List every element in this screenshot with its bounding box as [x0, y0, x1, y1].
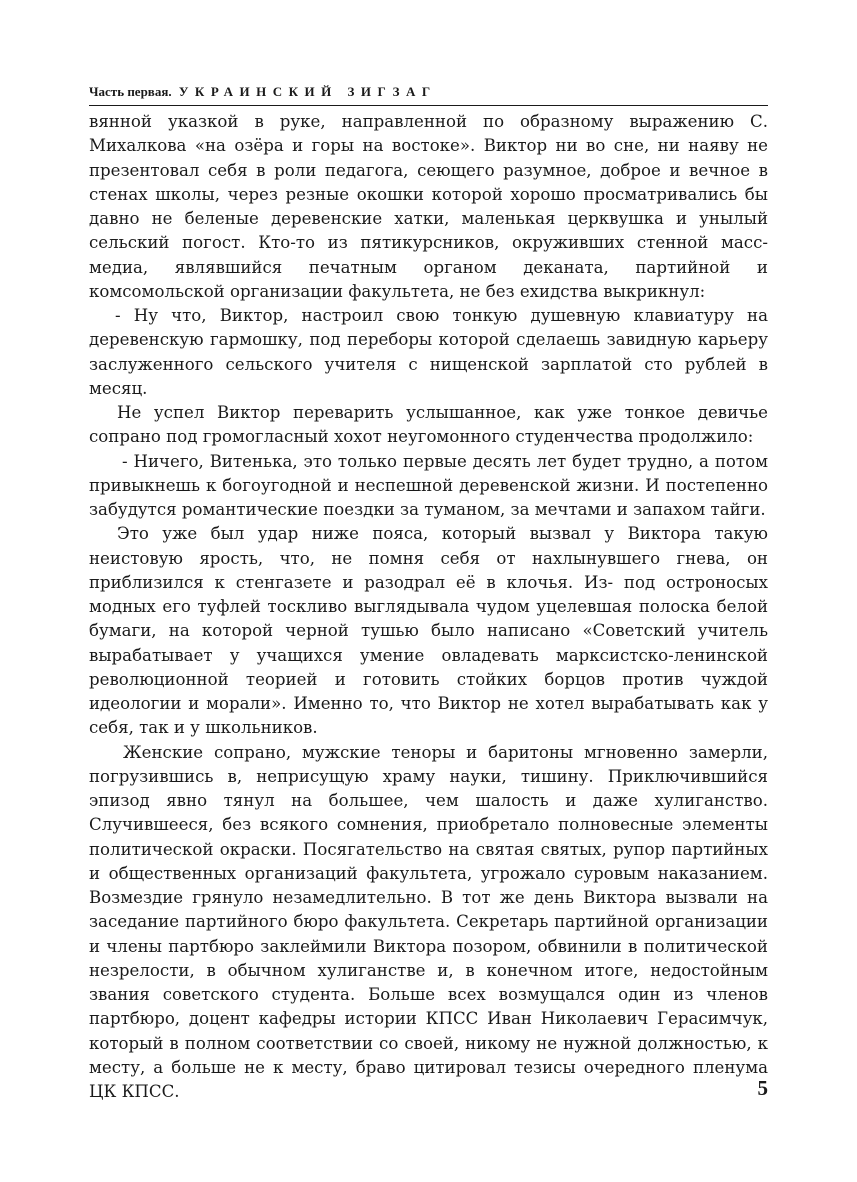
paragraph-dialog-1: - Ну что, Виктор, настроил свою тонкую душевную клавиатуру на деревенскую гармошку, под переборы которой сделаешь завидную карьеру заслуженного сельского учителя с нищенской зарплатой сто рублей в месяц.: [89, 306, 768, 398]
header-rule: [89, 105, 768, 106]
page-number: 5: [757, 1076, 768, 1100]
paragraph-narrative-2: Это уже был удар ниже пояса, который вызвал у Виктора такую неистовую ярость, что, не помня себя от нахлынувшего гнева, он приблизился к стенгазете и разодрал её в клочья. Из- под остроносых модных его туфлей тоскливо выглядывала чудом уцелевшая полоска белой бумаги, на которой черной тушью было написано «Советский учитель вырабатывает у учащихся умение овладевать марксистско-ленинской революционной теорией и готовить стойких борцов против чуждой идеологии и морали». Именно то, что Виктор не хотел вырабатывать как у себя, так и у школьников.: [89, 524, 768, 738]
running-header: [89, 84, 768, 100]
paragraph-narrative-1: Не успел Виктор переварить услышанное, как уже тонкое девичье сопрано под громогласный хохот неугомонного студенчества продолжило:: [89, 403, 768, 447]
paragraph-dialog-2: - Ничего, Витенька, это только первые десять лет будет трудно, а потом привыкнешь к богоугодной и неспешной деревенской жизни. И постепенно забудутся романтические поездки за туманом, за мечтами и запахом тайги.: [89, 451, 768, 519]
section-title: УКРАИНСКИЙ ЗИГЗАГ: [178, 84, 437, 99]
body-text: [89, 110, 768, 1104]
paragraph-continuation: вянной указкой в руке, направленной по образному выражению С. Михалкова «на озёра и горы на востоке». Виктор ни во сне, ни наяву не презентовал себя в роли педагога, сеющего разумное, доброе и вечное в стенах школы, через резные окошки которой хорошо просматривались бы давно не беленые деревенские хатки, маленькая церквушка и унылый сельский погост. Кто-то из пятикурсников, окруживших стенной масс-медиа, являвшийся печатным органом деканата, партийной и комсомольской организации факультета, не без ехидства выкрикнул:: [89, 112, 768, 301]
part-label: Часть первая.: [89, 84, 172, 99]
paragraph-narrative-3: Женские сопрано, мужские теноры и баритоны мгновенно замерли, погрузившись в, неприсущую храму науки, тишину. Приключившийся эпизод явно тянул на большее, чем шалость и даже хулиганство. Случившееся, без всякого сомнения, приобретало полновесные элементы политической окраски. Посягательство на святая святых, рупор партийных и общественных организаций факультета, угрожало суровым наказанием. Возмездие грянуло незамедлительно. В тот же день Виктора вызвали на заседание партийного бюро факультета. Секретарь партийной организации и члены партбюро заклеймили Виктора позором, обвинили в политической незрелости, в обычном хулиганстве и, в конечном итоге, недостойным звания советского студента. Больше всех возмущался один из членов партбюро, доцент кафедры истории КПСС Иван Николаевич Герасимчук, который в полном соответствии со своей, никому не нужной должностью, к месту, а больше не к месту, браво цитировал тезисы очередного пленума ЦК КПСС.: [89, 742, 768, 1101]
